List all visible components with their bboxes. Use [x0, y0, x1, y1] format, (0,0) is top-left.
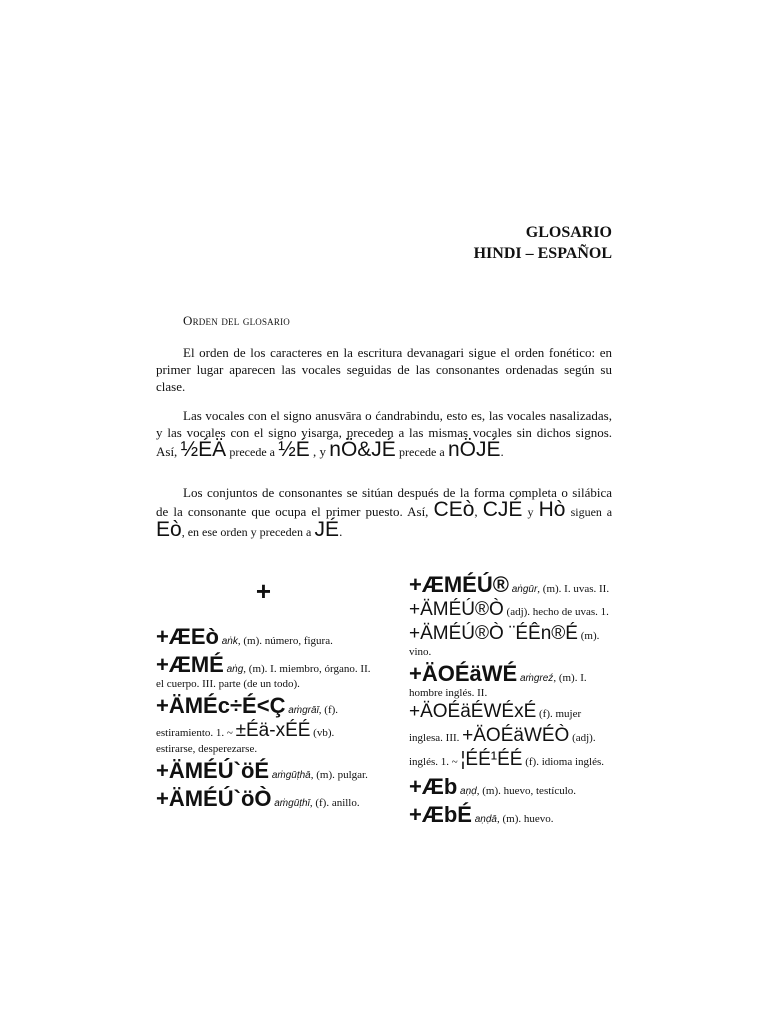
connector-text: precede a	[399, 445, 445, 459]
connector-text: .	[500, 444, 504, 459]
connector-text: precede a	[229, 445, 275, 459]
paragraph-text: El orden de los caracteres en la escritura devanagari sigue el orden fonético: en primer lugar aparecen las vocales seguidas de las consonantes ordenadas según su clase.	[156, 345, 612, 394]
entry-headword: +ÆMÉÚ®	[409, 572, 509, 597]
paragraph-conjuncts	[156, 484, 612, 541]
connector-text: .	[339, 524, 343, 539]
devanagari-example: ½É	[278, 438, 310, 461]
entry-headword: +ÄMÉÚ`öÉ	[156, 758, 270, 783]
entry-subword: +ÄMÉÚ®Ò ¨ÉÊn®É	[409, 623, 578, 644]
connector-text: siguen a	[570, 505, 613, 519]
devanagari-example: nÖ&JÉ	[329, 438, 396, 461]
entry-subword: +ÄMÉÚ®Ò	[409, 599, 504, 620]
entry-gloss: , (m). número, figura.	[237, 635, 333, 647]
entry-gloss: , (m). pulgar.	[310, 769, 368, 781]
entry-headword: +Æb	[409, 774, 458, 799]
devanagari-example: nÖJÉ	[447, 438, 501, 461]
entry-transliteration: aṅgūr	[511, 584, 538, 595]
devanagari-example: Hò	[538, 498, 566, 521]
entry-gloss: (vb). estirarse, desperezarse.	[156, 727, 335, 755]
entry-transliteration: aṅk	[221, 636, 238, 647]
glossary-entry	[156, 652, 371, 691]
entry-subword: ¦ÉÉ¹ÉÉ	[460, 749, 523, 770]
devanagari-example: CJÉ	[482, 498, 523, 521]
entry-gloss: , (m). huevo.	[496, 813, 554, 825]
entry-subword: ±Éä-xÉÉ	[235, 720, 311, 741]
glossary-left-column	[156, 572, 371, 814]
devanagari-example: Eò	[156, 518, 182, 541]
entry-headword: +ÆEò	[156, 624, 219, 649]
entry-gloss: , (m). I. hombre inglés. II.	[409, 672, 587, 699]
devanagari-example: JÉ	[314, 518, 340, 541]
entry-gloss: , (m). huevo, testículo.	[476, 785, 577, 797]
entry-headword: +ÆbÉ	[409, 802, 472, 827]
entry-headword: +ÄMÉc÷É<Ç	[156, 693, 286, 718]
title-line-1: GLOSARIO	[525, 224, 612, 241]
entry-headword: +ÄMÉÚ`öÒ	[156, 786, 272, 811]
glossary-entry	[156, 624, 371, 650]
connector-text: , en ese orden y preceden a	[181, 525, 312, 539]
paragraph-text: Los conjuntos de consonantes se sitúan después de la forma completa o silábica de la consonante que ocupa el primer puesto. Así,	[156, 485, 612, 519]
entry-gloss: , (f). estiramiento. 1. ~	[156, 704, 339, 739]
glossary-right-column	[409, 572, 617, 830]
entry-gloss: (m). vino.	[409, 630, 600, 658]
entry-subword: +ÄOÉäÉWÉxÉ	[409, 701, 537, 722]
page-title	[474, 222, 612, 264]
entry-transliteration: aṁgreź	[519, 673, 554, 684]
entry-gloss: , (m). I. uvas. II.	[537, 583, 610, 595]
title-line-2: HINDI – ESPAÑOL	[473, 245, 612, 262]
entry-transliteration: aṇḍ	[460, 786, 477, 797]
entry-transliteration: aṇḍā	[474, 814, 497, 825]
entry-gloss: , (m). I. miembro, órgano. II. el cuerpo. III. parte (de un todo).	[156, 663, 371, 690]
devanagari-example: ½ÉÄ	[180, 438, 227, 461]
glossary-header-letter: +	[255, 576, 272, 606]
entry-gloss: , (f). anillo.	[309, 797, 360, 809]
entry-transliteration: aṁgūṭhī	[274, 798, 310, 809]
entry-gloss: (f). mujer inglesa. III.	[409, 708, 582, 744]
glossary-entry	[156, 758, 371, 784]
paragraph-text: Las vocales con el signo anusvāra o ćandrabindu, esto es, las vocales nasalizadas, y las vocales con el signo visarga, preceden a las mismas vocales sin dichos signos. Así,	[156, 408, 612, 459]
entry-subword: +ÄOÉäWÉÒ	[462, 725, 570, 746]
glossary-entry	[409, 572, 617, 659]
paragraph-order	[156, 344, 612, 395]
glossary-entry	[156, 786, 371, 812]
connector-text: , y	[313, 444, 327, 459]
paragraph-nasal-vowels	[156, 407, 612, 461]
glossary-entry	[409, 661, 617, 772]
entry-gloss: (adj). hecho de uvas. 1.	[503, 606, 609, 618]
glossary-entry	[409, 774, 617, 800]
devanagari-example: CEò	[433, 498, 475, 521]
entry-transliteration: aṁgūṭhā	[271, 770, 311, 781]
entry-transliteration: aṁgrāī	[288, 705, 319, 716]
glossary-entry	[409, 802, 617, 828]
connector-text: y	[527, 505, 534, 519]
entry-gloss: (f). idioma inglés.	[522, 756, 605, 768]
glossary-entry	[156, 693, 371, 756]
entry-transliteration: aṅg	[226, 664, 244, 675]
connector-text: ,	[474, 504, 478, 519]
entry-gloss: (adj). inglés. 1. ~	[409, 732, 596, 768]
entry-headword: +ÆMÉ	[156, 652, 224, 677]
section-title: Orden del glosario	[183, 313, 290, 328]
entry-headword: +ÄOÉäWÉ	[409, 661, 518, 686]
